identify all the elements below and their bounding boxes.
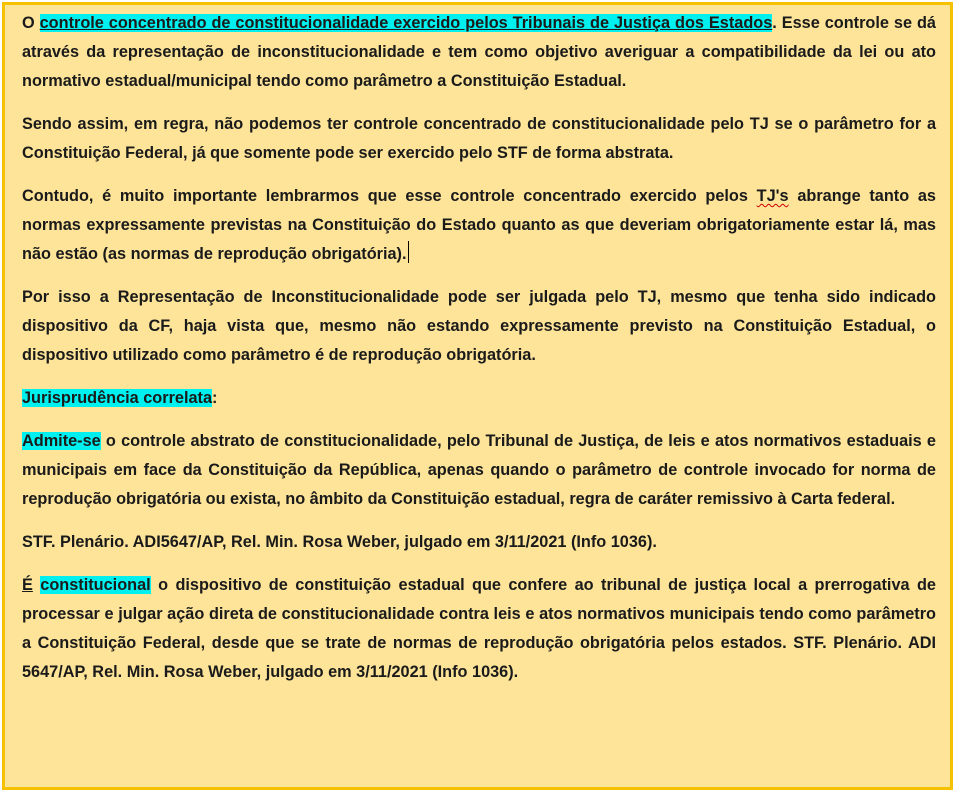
admite-se-rest: o controle abstrato de constitucionalidade, pelo Tribunal de Justiça, de leis e atos normativos estaduais e municipais em face da Constituição da República, apenas quando o parâmetro de controle invocado for norma de reprodução obrigatória ou exista, no âmbito da Constituição estadual, regra de caráter remissivo à Carta federal. — [22, 432, 936, 508]
highlight-controle-concentrado: controle concentrado de constitucionalidade exercido pelos Tribunais de Justiça dos Estados — [39, 14, 773, 32]
paragraph-contudo — [22, 182, 936, 269]
paragraph-regra: Sendo assim, em regra, não podemos ter controle concentrado de constitucionalidade pelo TJ se o parâmetro for a Constituição Federal, já que somente pode ser exercido pelo STF de forma abstrata. — [22, 115, 936, 162]
highlight-admite-se: Admite-se — [22, 432, 101, 450]
paragraph-citation: STF. Plenário. ADI5647/AP, Rel. Min. Rosa Weber, julgado em 3/11/2021 (Info 1036). — [22, 533, 657, 551]
intro-prefix: O — [22, 14, 40, 32]
spellcheck-flagged-word: TJ's — [756, 187, 789, 205]
text-cursor — [408, 241, 409, 263]
highlight-constitucional: constitucional — [40, 576, 151, 594]
contudo-rest: abrange tanto as normas expressamente previstas na Constituição do Estado quanto as que deveriam obrigatoriamente estar lá, mas não estão (as normas de reprodução obrigatória). — [22, 187, 936, 263]
underlined-e: É — [22, 576, 33, 594]
highlight-jurisprudencia: Jurisprudência correlata — [22, 389, 213, 407]
heading-colon: : — [212, 389, 218, 407]
document-text-box — [2, 2, 953, 790]
paragraph-por-isso: Por isso a Representação de Inconstitucionalidade pode ser julgada pelo TJ, mesmo que tenha sido indicado dispositivo da CF, haja vista que, mesmo não estando expressamente previsto na Constituição Estadual, o dispositivo utilizado como parâmetro é de reprodução obrigatória. — [22, 288, 936, 364]
paragraph-constitucional — [22, 571, 936, 687]
contudo-prefix: Contudo, é muito importante lembrarmos que esse controle concentrado exercido pelos — [22, 187, 757, 205]
constitucional-rest: o dispositivo de constituição estadual que confere ao tribunal de justiça local a prerrogativa de processar e julgar ação direta de constitucionalidade contra leis e atos normativos municipais tendo como parâmetro a Constituição Federal, desde que se trate de normas de reprodução obrigatória pelos estados. STF. Plenário. ADI 5647/AP, Rel. Min. Rosa Weber, julgado em 3/11/2021 (Info 1036). — [22, 576, 936, 681]
paragraph-admite-se — [22, 427, 936, 514]
paragraph-intro — [22, 9, 936, 96]
intro-rest: . Esse controle se dá através da representação de inconstitucionalidade e tem como objetivo averiguar a compatibilidade da lei ou ato normativo estadual/municipal tendo como parâmetro a Constituição Estadual. — [22, 14, 936, 90]
paragraph-jurisprudencia-heading — [22, 384, 936, 413]
